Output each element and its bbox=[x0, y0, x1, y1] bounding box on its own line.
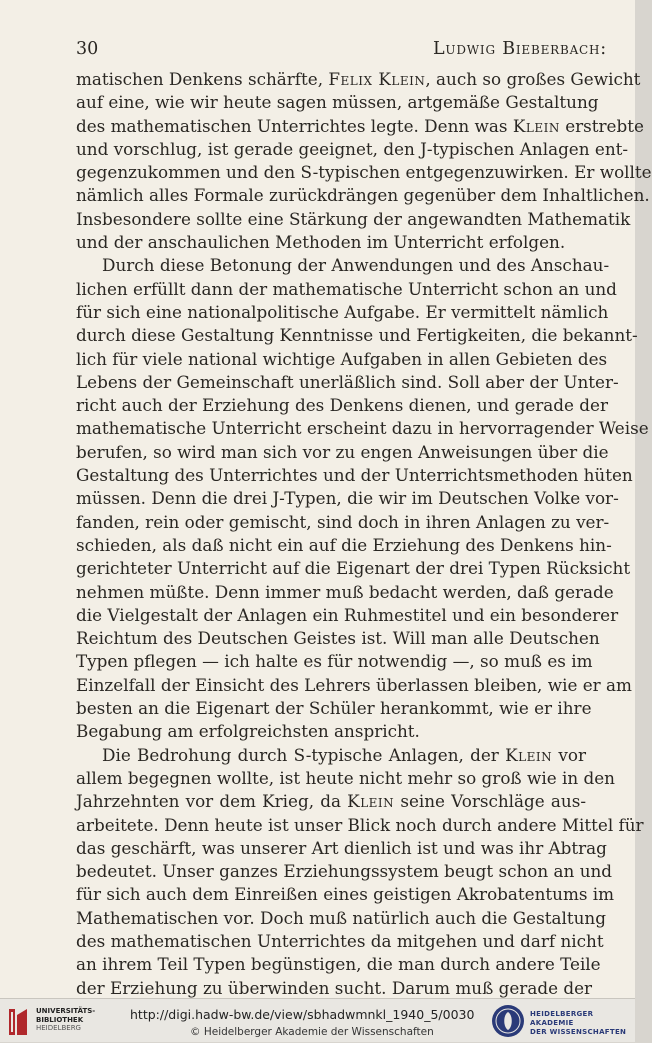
text-run: nämlich alles Formale zurückdrängen gegenüber dem Inhaltlichen. bbox=[76, 185, 650, 206]
text-line bbox=[76, 441, 609, 464]
text-run: , auch so großes Gewicht bbox=[425, 69, 641, 89]
text-run: mathematische Unterricht erscheint dazu in hervorragender Weise bbox=[76, 418, 649, 439]
text-run: Reichtum des Deutschen Geistes ist. Will man alle Deutschen bbox=[76, 628, 600, 649]
text-run: schieden, als daß nicht ein auf die Erziehung des Denkens hin- bbox=[76, 534, 612, 555]
academy-seal-icon bbox=[490, 1003, 526, 1039]
text-run: Mathematischen vor. Doch muß natürlich auch die Gestaltung bbox=[76, 907, 606, 928]
text-run: die Vielgestalt der Anlagen ein Ruhmestitel und ein besonderer bbox=[76, 604, 619, 625]
text-line bbox=[76, 837, 607, 860]
text-run: vor bbox=[552, 744, 586, 765]
text-run: Gestaltung des Unterrichtes und der Unterrichtsmethoden hüten bbox=[76, 465, 633, 486]
text-line bbox=[76, 907, 606, 930]
text-line bbox=[76, 767, 615, 790]
text-line bbox=[76, 977, 593, 1000]
text-line bbox=[76, 697, 592, 720]
author-name: Klein bbox=[347, 791, 395, 812]
ub-logo-text: UNIVERSITÄTS- BIBLIOTHEK HEIDELBERG bbox=[36, 1007, 96, 1032]
ub-logo-icon bbox=[6, 1005, 30, 1037]
text-run: gegenzukommen und den S-typischen entgegenzuwirken. Er wollte bbox=[76, 162, 652, 183]
text-line bbox=[76, 324, 638, 347]
text-run: durch diese Gestaltung Kenntnisse und Fertigkeiten, die bekannt- bbox=[76, 325, 638, 346]
author-name: Klein bbox=[512, 115, 560, 136]
text-line bbox=[76, 371, 619, 394]
academy-logo[interactable] bbox=[490, 1003, 635, 1039]
permalink-url[interactable]: http://digi.hadw-bw.de/view/sbhadwmnkl_1940_5/0030 bbox=[130, 1007, 475, 1022]
text-line bbox=[76, 557, 631, 580]
text-run: Lebens der Gemeinschaft unerläßlich sind. Soll aber der Unter- bbox=[76, 371, 619, 392]
author-name: Felix Klein bbox=[328, 69, 426, 89]
text-run: für sich eine nationalpolitische Aufgabe. Er vermittelt nämlich bbox=[76, 301, 609, 322]
text-run: des mathematischen Unterrichtes da mitgehen und darf nicht bbox=[76, 930, 604, 951]
running-head-author: Ludwig Bieberbach: bbox=[433, 39, 607, 59]
text-run: erstrebte bbox=[559, 115, 644, 136]
text-line bbox=[76, 464, 633, 487]
text-line bbox=[76, 744, 586, 767]
text-line bbox=[76, 930, 604, 953]
copyright-notice: © Heidelberger Akademie der Wissenschaften bbox=[190, 1026, 434, 1038]
text-line bbox=[76, 301, 609, 324]
text-run: auf eine, wie wir heute sagen müssen, artgemäße Gestaltung bbox=[76, 92, 599, 113]
text-line bbox=[76, 68, 641, 91]
text-run: seine Vorschläge aus- bbox=[394, 791, 586, 812]
text-run: richt auch der Erziehung des Denkens dienen, und gerade der bbox=[76, 395, 608, 416]
text-line bbox=[76, 627, 600, 650]
text-run: nehmen müßte. Denn immer muß bedacht werden, daß gerade bbox=[76, 581, 614, 602]
text-line bbox=[76, 208, 631, 231]
text-line bbox=[76, 254, 610, 277]
text-run: Jahrzehnten vor dem Krieg, da bbox=[76, 791, 348, 812]
text-run: für sich auch dem Einreißen eines geistigen Akrobatentums im bbox=[76, 884, 615, 905]
text-line bbox=[76, 883, 615, 906]
text-line bbox=[76, 91, 599, 114]
text-run: müssen. Denn die drei J-Typen, die wir im Deutschen Volke vor- bbox=[76, 488, 619, 509]
text-run: lich für viele national wichtige Aufgaben in allen Gebieten des bbox=[76, 348, 608, 369]
text-run: der Erziehung zu überwinden sucht. Darum muß gerade der bbox=[76, 977, 593, 998]
text-run: bedeutet. Unser ganzes Erziehungssystem beugt schon an und bbox=[76, 861, 613, 882]
text-line bbox=[76, 348, 608, 371]
text-line bbox=[76, 650, 593, 673]
text-line bbox=[76, 581, 614, 604]
running-header bbox=[76, 39, 607, 63]
text-line bbox=[76, 953, 601, 976]
academy-logo-text: HEIDELBERGER AKADEMIE DER WISSENSCHAFTEN bbox=[530, 1010, 627, 1036]
text-run: das geschärft, was unserer Art dienlich ist und was ihr Abtrag bbox=[76, 837, 607, 858]
text-line bbox=[76, 231, 586, 254]
text-line bbox=[76, 161, 652, 184]
page-number: 30 bbox=[76, 39, 99, 59]
text-run: gerichteter Unterricht auf die Eigenart der drei Typen Rücksicht bbox=[76, 558, 631, 579]
text-run: und der anschaulichen Methoden im Unterricht erfolgen. bbox=[76, 232, 566, 253]
text-run: allem begegnen wollte, ist heute nicht mehr so groß wie in den bbox=[76, 767, 615, 788]
text-line bbox=[76, 115, 644, 138]
author-name: Klein bbox=[505, 744, 553, 765]
text-run: Die Bedrohung durch S-typische Anlagen, der bbox=[102, 744, 506, 765]
text-line bbox=[76, 604, 619, 627]
text-line bbox=[76, 511, 610, 534]
text-run: Insbesondere sollte eine Stärkung der angewandten Mathematik bbox=[76, 208, 631, 229]
text-run: Begabung am erfolgreichsten anspricht. bbox=[76, 721, 420, 742]
text-run: Durch diese Betonung der Anwendungen und des Anschau- bbox=[102, 255, 610, 276]
text-line bbox=[76, 720, 586, 743]
text-run: an ihrem Teil Typen begünstigen, die man durch andere Teile bbox=[76, 954, 601, 975]
text-run: lichen erfüllt dann der mathematische Unterricht schon an und bbox=[76, 278, 617, 299]
text-line bbox=[76, 790, 586, 813]
text-line bbox=[76, 814, 644, 837]
text-run: berufen, so wird man sich vor zu engen Anweisungen über die bbox=[76, 441, 609, 462]
text-line bbox=[76, 417, 649, 440]
text-run: Typen pflegen — ich halte es für notwendig —, so muß es im bbox=[76, 651, 593, 672]
text-run: des mathematischen Unterrichtes legte. Denn was bbox=[76, 115, 513, 136]
text-run: matischen Denkens schärfte, bbox=[76, 69, 329, 89]
text-line bbox=[76, 534, 612, 557]
text-line bbox=[76, 184, 650, 207]
text-run: und vorschlug, ist gerade geeignet, den J-typischen Anlagen ent- bbox=[76, 138, 629, 159]
text-line bbox=[76, 860, 613, 883]
text-line bbox=[76, 394, 608, 417]
text-line bbox=[76, 487, 619, 510]
body-text bbox=[76, 68, 652, 1000]
text-run: arbeitete. Denn heute ist unser Blick noch durch andere Mittel für bbox=[76, 814, 644, 835]
text-run: fanden, rein oder gemischt, sind doch in ihren Anlagen zu ver- bbox=[76, 511, 610, 532]
text-run: Einzelfall der Einsicht des Lehrers überlassen bleiben, wie er am bbox=[76, 674, 632, 695]
text-line bbox=[76, 138, 629, 161]
text-line bbox=[76, 674, 632, 697]
text-line bbox=[76, 278, 617, 301]
university-library-logo[interactable] bbox=[6, 1005, 116, 1039]
text-run: besten an die Eigenart der Schüler herankommt, wie er ihre bbox=[76, 698, 592, 719]
viewer-footer bbox=[0, 998, 635, 1042]
